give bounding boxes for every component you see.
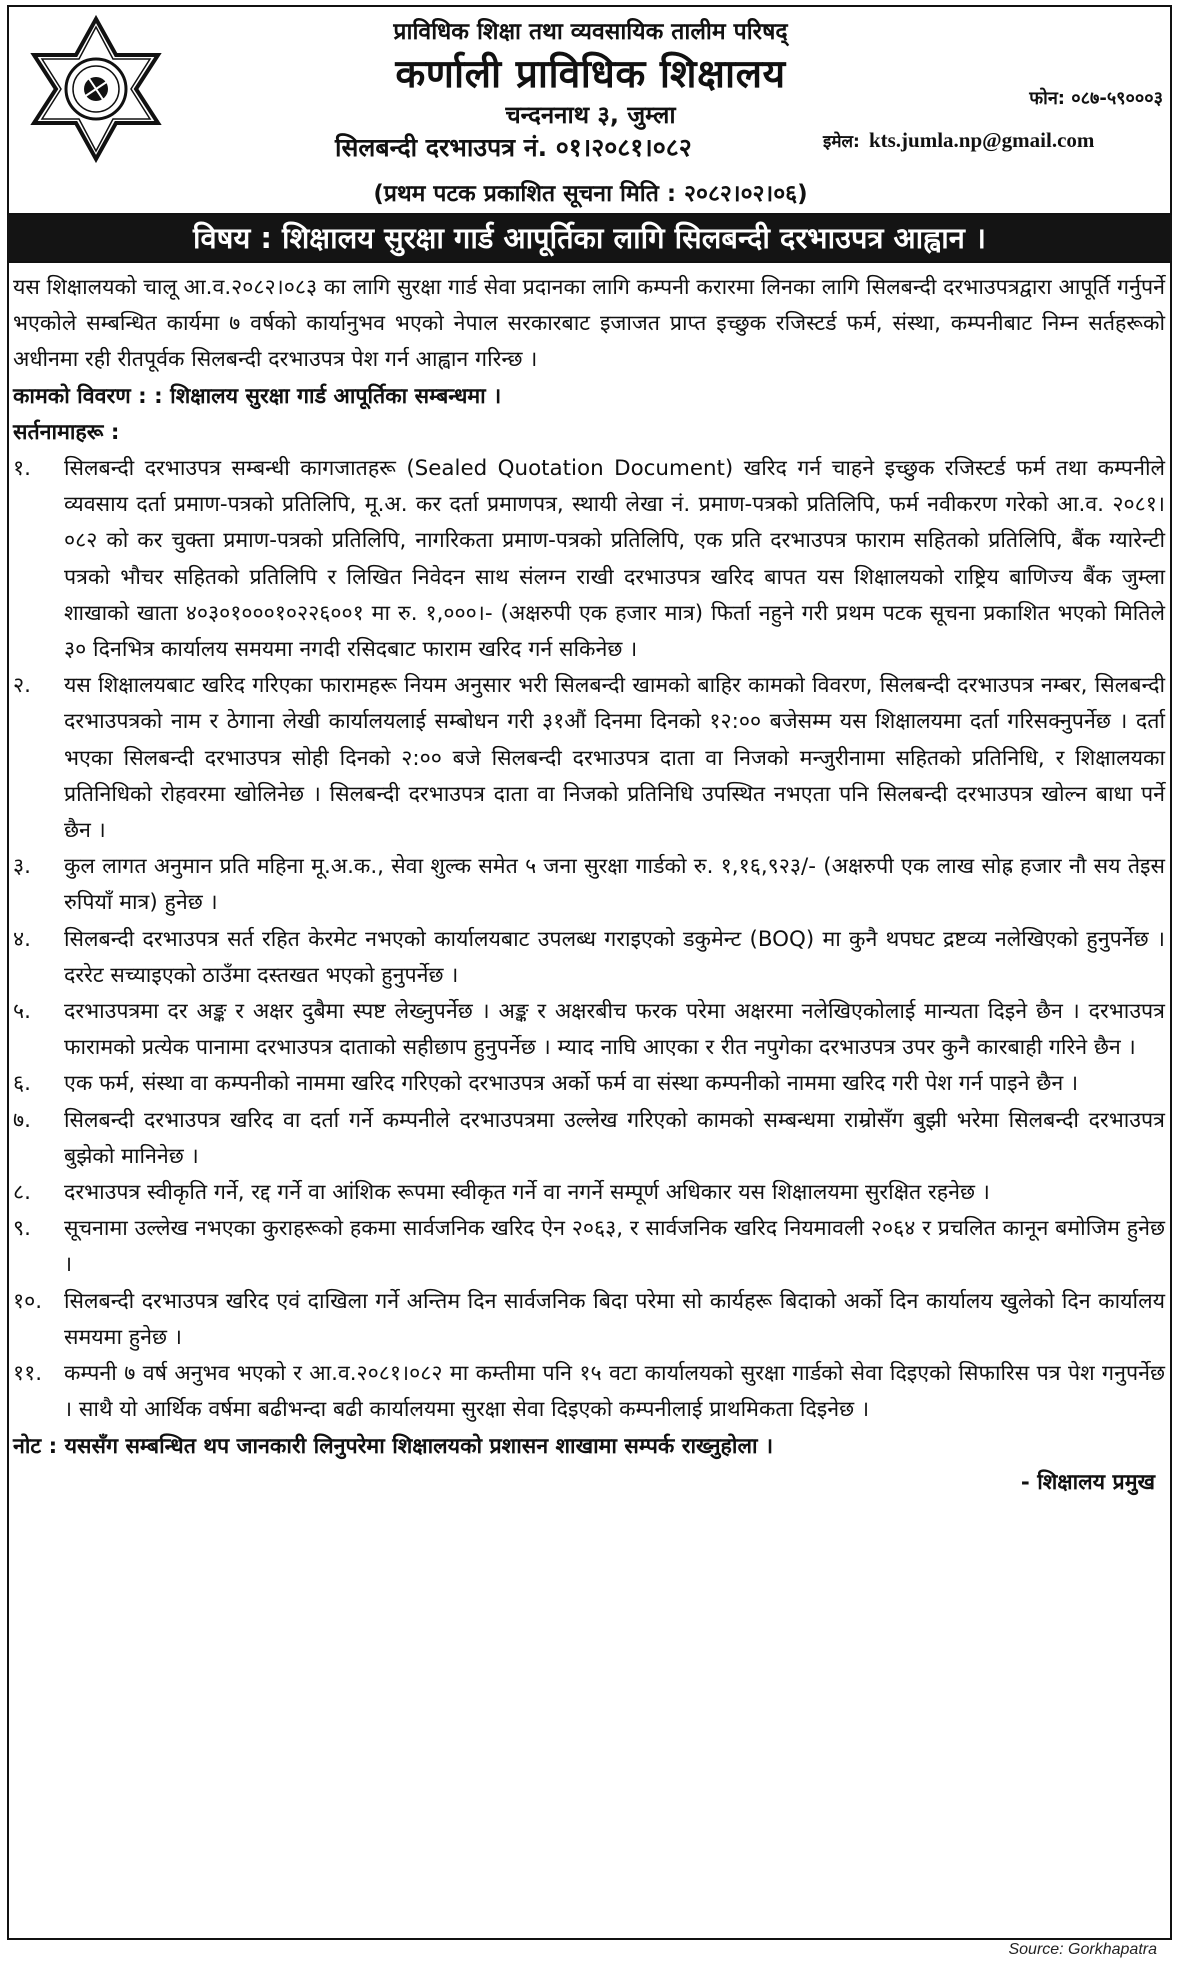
condition-text: सिलबन्दी दरभाउपत्र सर्त रहित केरमेट नभएको कार्यालयबाट उपलब्ध गराइएको डकुमेन्ट (BOQ) मा कुनै थपघट द्रष्टव्य नलेखिएको हुनुपर्नेछ । दररेट सच्याइएको ठाउँमा दस्तखत भएको हुनुपर्नेछ । bbox=[64, 926, 1165, 988]
signatory: - शिक्षालय प्रमुख bbox=[1020, 1469, 1155, 1495]
condition-text: सिलबन्दी दरभाउपत्र सम्बन्धी कागजातहरू (Sealed Quotation Document) खरिद गर्न चाहने इच्छुक रजिस्टर्ड फर्म तथा कम्पनीले व्यवसाय दर्ता प्रमाण-पत्रको प्रतिलिपि, मू.अ. कर दर्ता प्रमाणपत्र, स्थायी लेखा नं. प्रमाण-पत्रको प्रतिलिपि, फर्म नवीकरण गरेको आ.व. २०८१।०८२ को कर चुक्ता प्रमाण-पत्रको प्रतिलिपि, नागरिकता प्रमाण-पत्रको प्रतिलिपि, एक प्रति दरभाउपत्र फाराम सहितको प्रतिलिपि, बैंक ग्यारेन्टी पत्रको भौचर सहितको प्रतिलिपि र लिखित निवेदन साथ संलग्न राखी दरभाउपत्र खरिद बापत यस शिक्षालयको राष्ट्रिय बाणिज्य बैंक जुम्ला शाखाको खाता ४०३०१०००१०२२६००१ मा रु. १,०००।- (अक्षरुपी एक हजार मात्र) फिर्ता नहुने गरी प्रथम पटक सूचना प्रकाशित भएको मितिले ३० दिनभित्र कार्यालय समयमा नगदी रसिदबाट फाराम खरिद गर्न सकिनेछ । bbox=[64, 456, 1165, 663]
condition-number: १. bbox=[13, 456, 31, 482]
condition-text: सिलबन्दी दरभाउपत्र खरिद एवं दाखिला गर्ने अन्तिम दिन सार्वजनिक बिदा परेमा सो कार्यहरू बिदाको अर्को दिन कार्यालय खुलेको दिन कार्यालय समयमा हुनेछ । bbox=[64, 1288, 1165, 1350]
source-credit: Source: Gorkhapatra bbox=[1008, 1941, 1157, 1958]
condition-item bbox=[13, 1356, 1165, 1428]
condition-text: एक फर्म, संस्था वा कम्पनीको नाममा खरिद गरिएको दरभाउपत्र अर्को फर्म वा संस्था कम्पनीको नाममा खरिद गरी पेश गर्न पाइने छैन । bbox=[64, 1071, 1079, 1097]
condition-text: यस शिक्षालयबाट खरिद गरिएका फारामहरू नियम अनुसार भरी सिलबन्दी खामको बाहिर कामको विवरण, सिलबन्दी दरभाउपत्र नम्बर, सिलबन्दी दरभाउपत्रको नाम र ठेगाना लेखी कार्यालयलाई सम्बोधन गरी ३१औं दिनमा दिनको १२:०० बजेसम्म यस शिक्षालयमा दर्ता गरिसक्नुपर्नेछ । दर्ता भएका सिलबन्दी दरभाउपत्र सोही दिनको २:०० बजे सिलबन्दी दरभाउपत्र दाता वा निजको मन्जुरीनामा सहितको प्रतिनिधि, र शिक्षालयका प्रतिनिधिको रोहवरमा खोलिनेछ । सिलबन्दी दरभाउपत्र दाता वा निजको प्रतिनिधि उपस्थित नभएता पनि सिलबन्दी दरभाउपत्र खोल्न बाधा पर्ने छैन । bbox=[64, 673, 1165, 844]
condition-item bbox=[13, 1175, 1165, 1211]
condition-text: कुल लागत अनुमान प्रति महिना मू.अ.क., सेवा शुल्क समेत ५ जना सुरक्षा गार्डको रु. १,१६,९२३/- (अक्षरुपी एक लाख सोह्र हजार नौ सय तेइस रुपियाँ मात्र) हुनेछ । bbox=[64, 854, 1165, 916]
subject-bar: विषय : शिक्षालय सुरक्षा गार्ड आपूर्तिका लागि सिलबन्दी दरभाउपत्र आह्वान । bbox=[7, 213, 1172, 263]
condition-text: दरभाउपत्र स्वीकृति गर्ने, रद्द गर्ने वा आंशिक रूपमा स्वीकृत गर्ने वा नगर्ने सम्पूर्ण अधिकार यस शिक्षालयमा सुरक्षित रहनेछ । bbox=[64, 1180, 990, 1206]
notice-body bbox=[13, 270, 1165, 1501]
council-name: प्राविधिक शिक्षा तथा व्यवसायिक तालीम परिषद् bbox=[393, 19, 788, 45]
condition-number: ८. bbox=[13, 1180, 31, 1206]
condition-item bbox=[13, 849, 1165, 921]
intro-paragraph: यस शिक्षालयको चालू आ.व.२०८२।०८३ का लागि सुरक्षा गार्ड सेवा प्रदानका लागि कम्पनी करारमा लिनका लागि सिलबन्दी दरभाउपत्रद्वारा आपूर्ति गर्नुपर्ने भएकोले सम्बन्धित कार्यमा ७ वर्षको कार्यानुभव भएको नेपाल सरकारबाट इजाजत प्राप्त इच्छुक रजिस्टर्ड फर्म, संस्था, कम्पनीबाट निम्न सर्तहरूको अधीनमा रही रीतपूर्वक सिलबन्दी दरभाउपत्र पेश गर्न आह्वान गरिन्छ । bbox=[13, 275, 1165, 373]
quotation-number: सिलबन्दी दरभाउपत्र नं. ०१।२०८१।०८२ bbox=[335, 133, 692, 162]
phone-number: फोन: ०८७-५९०००३ bbox=[1029, 88, 1163, 109]
condition-text: सूचनामा उल्लेख नभएका कुराहरूको हकमा सार्वजनिक खरिद ऐन २०६३, र सार्वजनिक खरिद नियमावली २०६४ र प्रचलित कानून बमोजिम हुनेछ । bbox=[64, 1216, 1165, 1278]
conditions-heading: सर्तनामाहरू : bbox=[13, 419, 120, 445]
condition-item bbox=[13, 451, 1165, 668]
email-address: kts.jumla.np@gmail.com bbox=[868, 128, 1095, 152]
condition-number: ११. bbox=[13, 1361, 43, 1387]
condition-text: दरभाउपत्रमा दर अङ्क र अक्षर दुबैमा स्पष्ट लेख्नुपर्नेछ । अङ्क र अक्षरबीच फरक परेमा अक्षरमा नलेखिएकोलाई मान्यता दिइने छैन । दरभाउपत्र फारामको प्रत्येक पानामा दरभाउपत्र दाताको सहीछाप हुनुपर्नेछ । म्याद नाघि आएका र रीत नपुगेका दरभाउपत्र उपर कुनै कारबाही गरिने छैन । bbox=[64, 999, 1165, 1061]
condition-number: ७. bbox=[13, 1107, 31, 1133]
work-description: कामको विवरण : : शिक्षालय सुरक्षा गार्ड आपूर्तिका सम्बन्धमा । bbox=[13, 383, 502, 409]
condition-number: ४. bbox=[13, 926, 31, 952]
condition-item bbox=[13, 1103, 1165, 1175]
condition-number: ३. bbox=[13, 854, 31, 880]
condition-text: कम्पनी ७ वर्ष अनुभव भएको र आ.व.२०८१।०८२ मा कम्तीमा पनि १५ वटा कार्यालयको सुरक्षा गार्डको सेवा दिइएको सिफारिस पत्र पेश गनुपर्नेछ । साथै यो आर्थिक वर्षमा बढीभन्दा बढी कार्यालयमा सुरक्षा सेवा दिइएको कम्पनीलाई प्राथमिकता दिइनेछ । bbox=[64, 1361, 1165, 1423]
condition-item bbox=[13, 1284, 1165, 1356]
condition-item bbox=[13, 1066, 1165, 1102]
condition-item bbox=[13, 994, 1165, 1066]
condition-text: सिलबन्दी दरभाउपत्र खरिद वा दर्ता गर्ने कम्पनीले दरभाउपत्रमा उल्लेख गरिएको कामको सम्बन्धमा राम्रोसँग बुझी भरेमा सिलबन्दी दरभाउपत्र बुझेको मानिनेछ । bbox=[64, 1107, 1165, 1169]
school-name: कर्णाली प्राविधिक शिक्षालय bbox=[395, 52, 786, 97]
email-row bbox=[823, 128, 1094, 153]
condition-number: ६. bbox=[13, 1071, 31, 1097]
note: नोट : यससँग सम्बन्धित थप जानकारी लिनुपरेमा शिक्षालयको प्रशासन शाखामा सम्पर्क राख्नुहोला । bbox=[13, 1433, 774, 1459]
email-label: इमेल: bbox=[823, 132, 860, 152]
condition-item bbox=[13, 922, 1165, 994]
conditions-list bbox=[13, 451, 1165, 1428]
condition-item bbox=[13, 668, 1165, 849]
condition-number: १०. bbox=[13, 1288, 43, 1314]
condition-item bbox=[13, 1211, 1165, 1283]
condition-number: ९. bbox=[13, 1216, 31, 1242]
first-publication-date: (प्रथम पटक प्रकाशित सूचना मिति : २०८२।०२।०६) bbox=[373, 181, 808, 207]
school-address: चन्दननाथ ३, जुम्ला bbox=[505, 101, 676, 129]
condition-number: २. bbox=[13, 673, 31, 699]
condition-number: ५. bbox=[13, 999, 31, 1025]
